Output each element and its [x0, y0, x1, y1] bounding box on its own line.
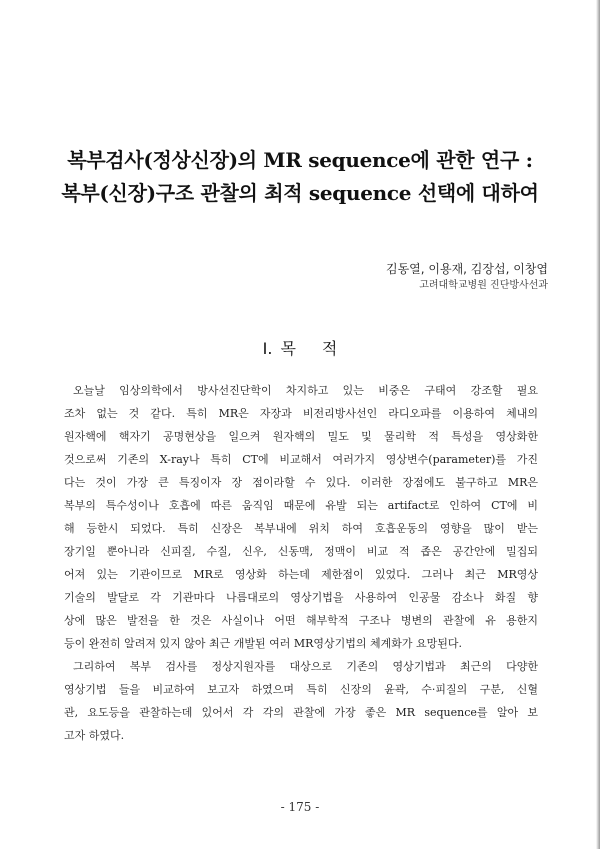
body-text: [64, 379, 538, 747]
section-title-part-2: 적: [321, 339, 338, 358]
body-line: 것으로써 기존의 X-ray나 특히 CT에 비교해서 여러가지 영상변수(parameter)를 가진: [64, 453, 538, 466]
author-list: 김동열, 이용재, 김장섭, 이창엽: [386, 262, 548, 276]
body-line: 오늘날 임상의학에서 방사선진단학이 차지하고 있는 비중은 구태여 강조할 필요: [73, 384, 538, 397]
body-line: 원자핵에 핵자기 공명현상을 일으켜 원자핵의 밀도 및 물리학 적 특성을 영상화한: [64, 430, 538, 443]
body-line: 고자 하였다.: [64, 729, 125, 742]
section-number: I.: [262, 339, 273, 358]
body-line: 다는 것이 가장 큰 특징이자 장 점이라할 수 있다. 이러한 장점에도 불구하고 MR은: [64, 476, 538, 489]
section-heading: [0, 338, 600, 360]
page-number: - 175 -: [280, 800, 320, 814]
body-line: 관, 요도등을 관찰하는데 있어서 각 각의 관찰에 가장 좋은 MR sequence를 알아 보: [64, 706, 538, 719]
body-line: 복부의 특수성이나 호흡에 따른 움직임 때문에 유발 되는 artifact로 인하여 CT에 비: [64, 499, 538, 512]
body-line: 기술의 발달로 각 기관마다 나름대로의 영상기법을 사용하여 인공물 감소나 화질 향: [64, 591, 538, 604]
section-title-part-1: 목: [280, 339, 296, 358]
body-line: 장기일 뿐아니라 신피질, 수질, 신우, 신동맥, 정맥이 비교 적 좁은 공간안에 밀집되: [64, 545, 538, 558]
body-line: 상에 많은 발전을 한 것은 사실이나 어떤 해부학적 구조나 병변의 관찰에 유 용한지: [64, 614, 538, 627]
scan-edge-shadow: [596, 0, 600, 849]
body-line: 등이 완전히 알려져 있지 않아 최근 개발된 여러 MR영상기법의 체계화가 요망된다.: [64, 637, 463, 650]
body-line: 조차 없는 것 같다. 특히 MR은 자장과 비전리방사선인 라디오파를 이용하여 체내의: [64, 407, 538, 420]
paper-title: [20, 144, 580, 210]
title-line-2: 복부(신장)구조 관찰의 최적 sequence 선택에 대하여: [61, 181, 539, 205]
body-line: 해 등한시 되었다. 특히 신장은 복부내에 위치 하여 호흡운동의 영향을 많이 받는: [64, 522, 538, 535]
title-line-1: 복부검사(정상신장)의 MR sequence에 관한 연구 :: [67, 148, 533, 172]
body-line: 영상기법 들을 비교하여 보고자 하였으며 특히 신장의 윤곽, 수·피질의 구분, 신혈: [64, 683, 538, 696]
body-line: 그리하여 복부 검사를 정상지원자를 대상으로 기존의 영상기법과 최근의 다양한: [73, 660, 538, 673]
body-line: 어져 있는 기관이므로 MR로 영상화 하는데 제한점이 있었다. 그러나 최근 MR영상: [64, 568, 538, 581]
author-affiliation: 고려대학교병원 진단방사선과: [419, 280, 548, 291]
